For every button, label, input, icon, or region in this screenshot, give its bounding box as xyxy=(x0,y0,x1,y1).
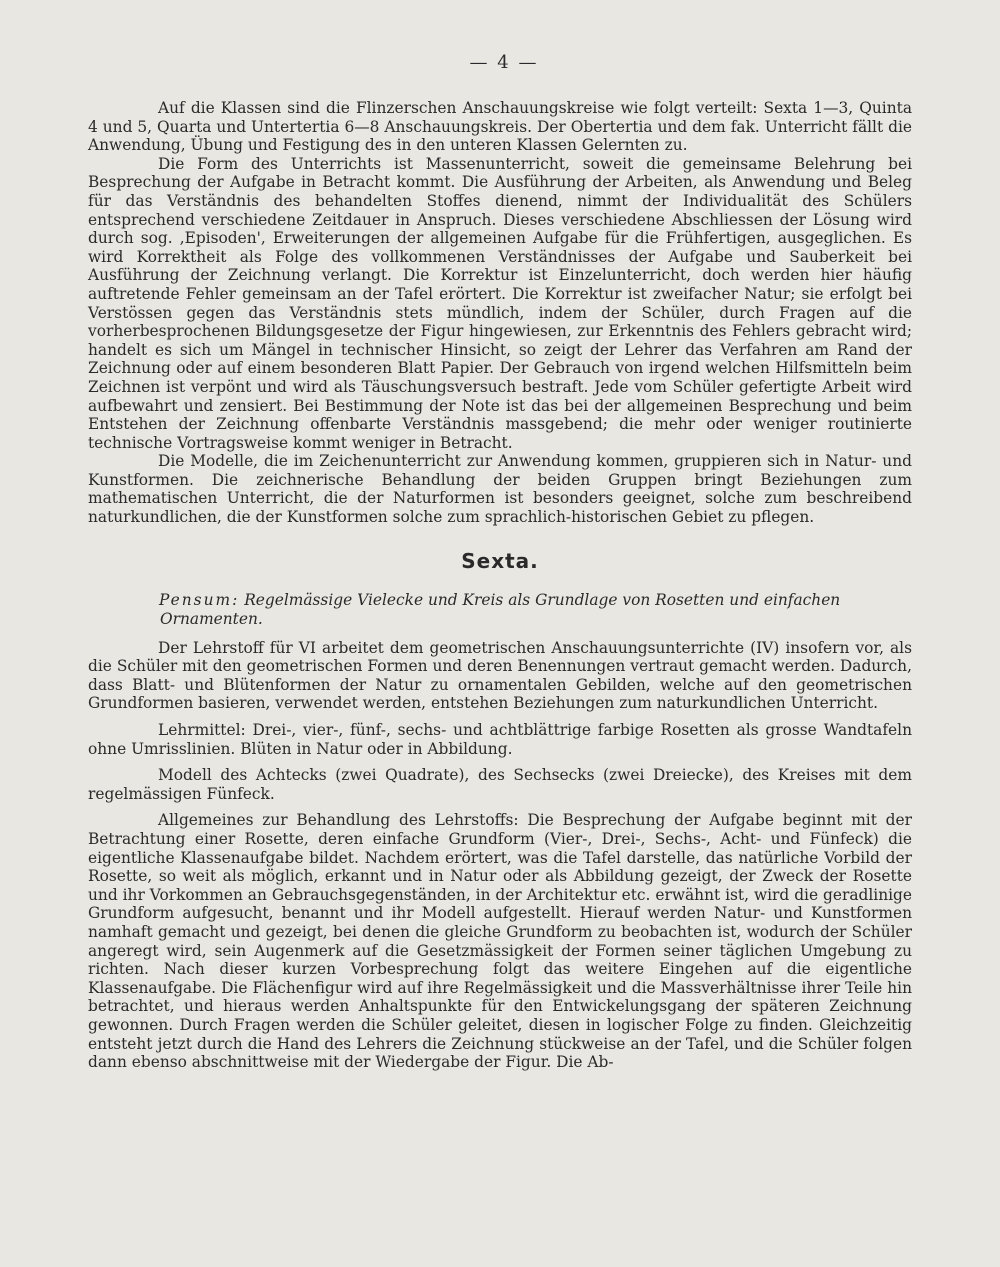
pensum-text: Regelmässige Vielecke und Kreis als Grundlage von Rosetten und einfachen Ornamenten. xyxy=(160,590,841,628)
pensum-label: Pensum: xyxy=(159,590,240,609)
paragraph: Auf die Klassen sind die Flinzerschen Anschauungskreise wie folgt verteilt: Sexta 1—3, Quinta 4 und 5, Quarta und Untertertia 6—8 Anschauungskreis. Der Obertertia und dem fak. Unterricht fällt die Anwendung, Übung und Festigung des in den unteren Klassen Gelernten zu. xyxy=(88,99,912,155)
paragraph: Die Form des Unterrichts ist Massenunterricht, soweit die gemeinsame Belehrung bei Besprechung der Aufgabe in Betracht kommt. Die Ausführung der Arbeiten, als Anwendung und Beleg für das Verständnis des behandelten Stoffes dienend, nimmt der Individualität des Schülers entsprechend verschiedene Zeitdauer in Anspruch. Dieses verschiedene Abschliessen der Lösung wird durch sog. ‚Episoden', Erweiterungen der allgemeinen Aufgabe für die Frühfertigen, ausgeglichen. Es wird Korrektheit als Folge des vollkommenen Verständnisses der Aufgabe und Sauberkeit bei Ausführung der Zeichnung verlangt. Die Korrektur ist Einzelunterricht, doch werden hier häufig auftretende Fehler gemeinsam an der Tafel erörtert. Die Korrektur ist zweifacher Natur; sie erfolgt bei Verstössen gegen das Verständnis stets mündlich, indem der Schüler, durch Fragen auf die vorherbesprochenen Bildungsgesetze der Figur hingewiesen, zur Erkenntnis des Fehlers gebracht wird; handelt es sich um Mängel in technischer Hinsicht, so zeigt der Lehrer das Verfahren am Rand der Zeichnung oder auf einem besonderen Blatt Papier. Der Gebrauch von irgend welchen Hilfsmitteln beim Zeichnen ist verpönt und wird als Täuschungsversuch bestraft. Jede vom Schüler gefertigte Arbeit wird aufbewahrt und zensiert. Bei Bestimmung der Note ist das bei der allgemeinen Besprechung und beim Entstehen der Zeichnung offenbarte Verständnis massgebend; die mehr oder weniger routinierte technische Vortragsweise kommt weniger in Betracht. xyxy=(88,154,912,452)
pensum xyxy=(160,591,912,629)
intro-section xyxy=(88,99,912,527)
paragraph: Lehrmittel: Drei-, vier-, fünf-, sechs- und achtblättrige farbige Rosetten als grosse Wandtafeln ohne Umrisslinien. Blüten in Natur oder in Abbildung. xyxy=(88,721,912,758)
sexta-section xyxy=(88,639,912,1072)
paragraph: Allgemeines zur Behandlung des Lehrstoffs: Die Besprechung der Aufgabe beginnt mit der Betrachtung einer Rosette, deren einfache Grundform (Vier-, Drei-, Sechs-, Acht- und Fünfeck) die eigentliche Klassenaufgabe bildet. Nachdem erörtert, was die Tafel darstelle, das natürliche Vorbild der Rosette, so weit als möglich, erkannt und in Natur oder als Abbildung gezeigt, der Zweck der Rosette und ihr Vorkommen an Gebrauchsgegenständen, in der Architektur etc. erwähnt ist, wird die geradlinige Grundform aufgesucht, benannt und ihr Modell aufgestellt. Hierauf werden Natur- und Kunstformen namhaft gemacht und gezeigt, bei denen die gleiche Grundform zu beobachten ist, wodurch der Schüler angeregt wird, sein Augenmerk auf die Gesetzmässigkeit der Formen seiner täglichen Umgebung zu richten. Nach dieser kurzen Vorbesprechung folgt das weitere Eingehen auf die eigentliche Klassenaufgabe. Die Flächenfigur wird auf ihre Regelmässigkeit und die Massverhältnisse ihrer Teile hin betrachtet, und hieraus werden Anhaltspunkte für den Entwickelungsgang der späteren Zeichnung gewonnen. Durch Fragen werden die Schüler geleitet, diesen in logischer Folge zu finden. Gleichzeitig entsteht jetzt durch die Hand des Lehrers die Zeichnung stückweise an der Tafel, und die Schüler folgen dann ebenso abschnittweise mit der Wiedergabe der Figur. Die Ab- xyxy=(88,811,912,1072)
section-heading: Sexta. xyxy=(461,548,539,573)
paragraph: Die Modelle, die im Zeichenunterricht zur Anwendung kommen, gruppieren sich in Natur- und Kunstformen. Die zeichnerische Behandlung der beiden Gruppen bringt Beziehungen zum mathematischen Unterricht, die der Naturformen ist besonders geeignet, solche zum beschreibend naturkundlichen, die der Kunstformen solche zum sprachlich-historischen Gebiet zu pflegen. xyxy=(88,452,912,527)
page-number: — 4 — xyxy=(469,52,539,73)
paragraph: Modell des Achtecks (zwei Quadrate), des Sechsecks (zwei Dreiecke), des Kreises mit dem regelmässigen Fünfeck. xyxy=(88,766,912,803)
paragraph: Der Lehrstoff für VI arbeitet dem geometrischen Anschauungsunterrichte (IV) insofern vor, als die Schüler mit den geometrischen Formen und deren Benennungen vertraut gemacht werden. Dadurch, dass Blatt- und Blütenformen der Natur zu ornamentalen Gebilden, welche auf den geometrischen Grundformen basieren, verwendet werden, entstehen Beziehungen zum naturkundlichen Unterricht. xyxy=(88,638,912,713)
